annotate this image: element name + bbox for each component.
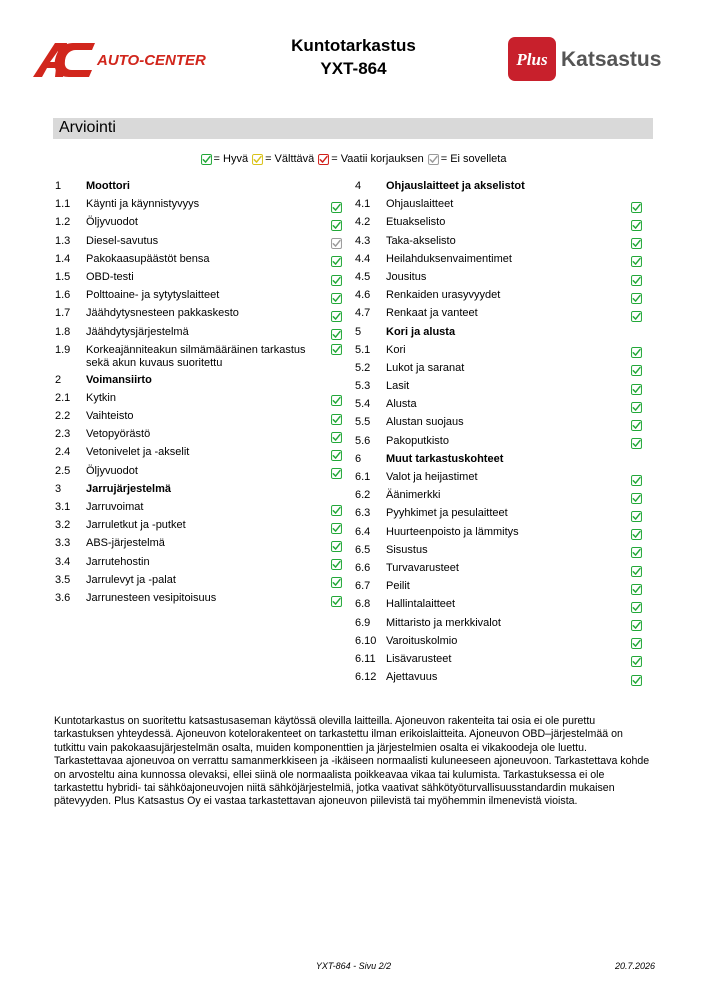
item-label: Jarrutehostin: [86, 555, 150, 568]
item-label: Pakoputkisto: [386, 434, 449, 447]
item-number: 2: [55, 373, 62, 386]
item-number: 3.6: [55, 591, 71, 604]
checklist-row: [55, 553, 355, 571]
item-number: 4.2: [355, 216, 371, 229]
item-number: 2.1: [55, 391, 71, 404]
item-number: 5.2: [355, 361, 371, 374]
item-label: Polttoaine- ja sytytyslaitteet: [86, 289, 220, 302]
checklist-row: [355, 432, 655, 450]
item-number: 1.6: [55, 289, 71, 302]
legend-label: = Ei sovelleta: [440, 153, 507, 165]
item-label: Sisustus: [386, 543, 428, 556]
item-number: 2.4: [55, 446, 71, 459]
item-label: Kori: [386, 343, 406, 356]
item-label: Jäähdytysjärjestelmä: [86, 325, 189, 338]
item-label: Käynti ja käynnistyvyys: [86, 198, 200, 211]
checkbox-good-icon: [631, 475, 642, 486]
checklist-row: [55, 286, 355, 304]
item-number: 3.3: [55, 537, 71, 550]
checkbox-good-icon: [331, 523, 342, 534]
item-status: [331, 592, 342, 610]
checklist-row: [355, 413, 655, 431]
item-label: Peilit: [386, 580, 410, 593]
checkbox-good-icon: [631, 311, 642, 322]
item-label: Lisävarusteet: [386, 652, 452, 665]
checklist-row: [55, 571, 355, 589]
item-number: 3.1: [55, 501, 71, 513]
item-label: Jarrulevyt ja -palat: [86, 573, 176, 586]
checkbox-good-icon: [331, 577, 342, 588]
checklist-row: [355, 195, 655, 213]
checklist-row: [355, 359, 655, 377]
item-number: 5: [355, 325, 362, 338]
item-label: Valot ja heijastimet: [386, 471, 478, 483]
footer-page: YXT-864 - Sivu 2/2: [315, 961, 392, 971]
item-number: 5.3: [355, 380, 371, 393]
checkbox-good-icon: [331, 293, 342, 304]
svg-text:Plus: Plus: [516, 50, 548, 69]
checklist-row: [55, 498, 355, 516]
legend-item-repair: [318, 153, 423, 165]
checklist-row: [55, 195, 355, 213]
item-number: 1.1: [55, 198, 71, 211]
svg-text:AUTO-CENTER: AUTO-CENTER: [97, 52, 206, 69]
checkbox-good-icon: [331, 275, 342, 286]
checklist-row: [55, 534, 355, 552]
checkbox-good-icon: [331, 344, 342, 355]
checklist-row: [355, 559, 655, 577]
item-label: Alustan suojaus: [386, 416, 464, 429]
checkbox-good-icon: [631, 656, 642, 667]
checkbox-good-icon: [631, 293, 642, 304]
item-number: 6.8: [355, 598, 371, 611]
item-label: Korkeajänniteakun silmämääräinen tarkastus sekä akun kuvaus suoritettu: [86, 343, 306, 369]
checkbox-good-icon: [331, 596, 342, 607]
item-label: Jäähdytysnesteen pakkaskesto: [86, 307, 239, 320]
item-label: Ajettavuus: [386, 671, 438, 684]
item-label: Voimansiirto: [86, 373, 152, 386]
checklist-row: [355, 213, 655, 231]
checkbox-na-icon: [331, 238, 342, 249]
checkbox-good-icon: [631, 438, 642, 449]
checklist-row: [55, 389, 355, 407]
item-number: 6.3: [355, 507, 371, 520]
section-header-arviointi: [53, 118, 653, 139]
checklist-row: [355, 250, 655, 268]
item-label: Varoituskolmio: [386, 634, 458, 647]
item-number: 2.2: [55, 410, 71, 423]
checkbox-good-icon: [331, 395, 342, 406]
checklist-row: [355, 395, 655, 413]
checklist-row: [55, 341, 355, 371]
checkbox-good-icon: [631, 238, 642, 249]
item-label: Mittaristo ja merkkivalot: [386, 616, 501, 629]
item-label: ABS-järjestelmä: [86, 537, 165, 550]
checkbox-good-icon: [331, 256, 342, 267]
legend-label: = Vaatii korjauksen: [331, 153, 424, 165]
item-label: Lasit: [386, 380, 410, 393]
checkbox-good-icon: [631, 365, 642, 376]
legend-label: = Hyvä: [213, 153, 249, 165]
checklist-row: [55, 232, 355, 250]
footer-date: 20.7.2026: [614, 961, 655, 971]
section-title: Arviointi: [59, 119, 116, 136]
item-label: Öljyvuodot: [86, 216, 138, 229]
page-header: [0, 0, 707, 110]
item-label: Alusta: [386, 398, 417, 411]
item-label: Jarruletkut ja -putket: [86, 519, 186, 532]
item-label: Öljyvuodot: [86, 464, 138, 477]
legend-item-na: [428, 153, 507, 165]
item-number: 2.5: [55, 464, 71, 477]
checklist-row: [355, 268, 655, 286]
item-number: 4.4: [355, 252, 371, 265]
checklist-row: [355, 541, 655, 559]
item-label: Muut tarkastuskohteet: [386, 452, 504, 465]
checkbox-good-icon: [331, 202, 342, 213]
item-number: 6: [355, 452, 362, 465]
checkbox-good-icon: [631, 602, 642, 613]
document-title: Kuntotarkastus: [291, 36, 416, 55]
item-label: Pyyhkimet ja pesulaitteet: [386, 507, 508, 520]
checkbox-good-icon: [631, 529, 642, 540]
item-number: 6.9: [355, 616, 371, 629]
checkbox-good-icon: [331, 432, 342, 443]
disclaimer-text: Kuntotarkastus on suoritettu katsastusaseman käytössä olevilla laitteilla. Ajoneuvon rakenteita tai osia ei ole purettu tarkastuksen yhteydessä. Ajoneuvon kotelorakenteet on tarkastettu ilman erikoislaitteita. Ajoneuvon OBD–järjestelmää on tutkittu vain pakokaasujärjestelmän osalta, muiden komponenttien ja järjestelmien osalta ei vikakoodeja ole luettu. Tarkastettavaa ajoneuvoa on verrattu samanmerkkiseen ja -ikäiseen normaalisti kuluneeseen ajoneuvoon. Tarkastettava kohde on arvosteltu aina kunnossa olevaksi, ellei siinä ole normaalista poikkeavaa vikaa tai kulumista. Tarkastuksessa ei ole tarkastettu hybridi- tai sähköajoneuvojen niitä sähköjärjestelmiä, jotka vaativat sähkötyöturvallisuusstandardin mukaisen pätevyyden. Plus Katsastus Oy ei vastaa tarkastettavan ajoneuvon piilevistä tai myöhemmin ilmenevistä vioista.: [54, 715, 650, 808]
item-label: Huurteenpoisto ja lämmitys: [386, 525, 519, 538]
checklist-section-heading: [355, 323, 655, 341]
item-label: Jarrujärjestelmä: [86, 482, 171, 495]
item-number: 3.5: [55, 573, 71, 586]
item-number: 1.5: [55, 270, 71, 283]
checkbox-good-icon: [631, 402, 642, 413]
checklist-row: [55, 268, 355, 286]
item-number: 6.5: [355, 543, 371, 556]
item-number: 2.3: [55, 428, 71, 441]
checkbox-good-icon: [331, 468, 342, 479]
checklist-row: [355, 341, 655, 359]
item-number: 6.2: [355, 489, 371, 502]
item-number: 1: [55, 180, 62, 192]
item-label: Heilahduksenvaimentimet: [386, 252, 512, 265]
item-label: Vetonivelet ja -akselit: [86, 446, 190, 459]
checklist-row: [355, 468, 655, 486]
item-number: 4.6: [355, 289, 371, 302]
item-number: 5.4: [355, 398, 371, 411]
item-number: 6.10: [355, 634, 377, 647]
item-label: Ohjauslaitteet: [386, 198, 454, 211]
checkbox-good-icon: [631, 384, 642, 395]
checklist-right-column: [355, 177, 655, 686]
checklist-row: [355, 523, 655, 541]
item-number: 5.1: [355, 343, 371, 356]
item-number: 4: [355, 180, 362, 192]
item-label: Diesel-savutus: [86, 234, 159, 247]
item-label: Moottori: [86, 180, 130, 192]
item-number: 6.12: [355, 671, 377, 684]
checkbox-good-icon: [631, 220, 642, 231]
checklist-row: [55, 250, 355, 268]
item-label: Lukot ja saranat: [386, 361, 465, 374]
checkbox-good-icon: [631, 675, 642, 686]
checklist-section-heading: [55, 371, 355, 389]
item-label: Jarruvoimat: [86, 501, 144, 513]
item-number: 4.1: [355, 198, 371, 211]
checklist-row: [355, 377, 655, 395]
legend-item-good: [201, 153, 249, 165]
item-number: 1.3: [55, 234, 71, 247]
checkbox-good-icon: [331, 311, 342, 322]
checklist-row: [55, 516, 355, 534]
checkbox-good-icon: [631, 638, 642, 649]
checklist-row: [55, 462, 355, 480]
item-label: Pakokaasupäästöt bensa: [86, 252, 210, 265]
checklist-row: [355, 286, 655, 304]
item-label: Renkaiden urasyvyydet: [386, 289, 501, 302]
svg-text:Katsastus: Katsastus: [561, 48, 662, 71]
checkbox-good-icon: [331, 559, 342, 570]
item-number: 6.6: [355, 561, 371, 574]
checkbox-good-icon: [331, 220, 342, 231]
plus-katsastus-logo: [507, 36, 672, 82]
plate-number: YXT-864: [320, 59, 387, 78]
checkbox-good-icon: [631, 256, 642, 267]
checklist-row: [355, 486, 655, 504]
checklist-row: [355, 632, 655, 650]
item-label: Etuakselisto: [386, 216, 446, 229]
checklist-row: [355, 577, 655, 595]
item-label: OBD-testi: [86, 270, 134, 283]
checklist-section-heading: [355, 450, 655, 468]
checklist-row: [55, 304, 355, 322]
item-number: 3.2: [55, 519, 71, 532]
item-number: 6.11: [355, 652, 376, 665]
item-number: 6.4: [355, 525, 371, 538]
checklist-section-heading: [55, 480, 355, 498]
status-legend: [0, 153, 707, 168]
item-status: [331, 344, 342, 357]
legend-item-fair: [252, 153, 314, 165]
checklist-left-column: [55, 177, 355, 607]
item-number: 3.4: [55, 555, 71, 568]
item-number: 4.5: [355, 270, 371, 283]
checkbox-good-icon: [631, 566, 642, 577]
checklist-row: [355, 668, 655, 686]
item-status: [631, 671, 642, 689]
checkbox-good-icon: [631, 511, 642, 522]
checkbox-good-icon: [201, 154, 212, 165]
checklist-row: [355, 614, 655, 632]
item-label: Kori ja alusta: [386, 325, 456, 338]
item-number: 5.6: [355, 434, 371, 447]
checkbox-good-icon: [631, 347, 642, 358]
checkbox-good-icon: [631, 493, 642, 504]
checkbox-good-icon: [631, 620, 642, 631]
item-label: Vaihteisto: [86, 410, 134, 423]
item-label: Jarrunesteen vesipitoisuus: [86, 591, 217, 604]
checkbox-good-icon: [631, 275, 642, 286]
checklist-row: [355, 595, 655, 613]
checklist-row: [55, 589, 355, 607]
item-label: Renkaat ja vanteet: [386, 307, 478, 320]
item-number: 3: [55, 482, 62, 495]
item-label: Vetopyörästö: [86, 428, 151, 441]
checklist-row: [55, 425, 355, 443]
checkbox-good-icon: [631, 420, 642, 431]
checklist-row: [355, 232, 655, 250]
checkbox-repair-icon: [318, 154, 329, 165]
checkbox-na-icon: [428, 154, 439, 165]
checkbox-good-icon: [631, 547, 642, 558]
checklist-row: [55, 323, 355, 341]
item-number: 6.1: [355, 471, 371, 483]
checklist-section-heading: [55, 177, 355, 195]
checklist-row: [55, 213, 355, 231]
checklist-row: [355, 650, 655, 668]
checkbox-good-icon: [631, 202, 642, 213]
item-number: 1.4: [55, 252, 71, 265]
checklist-section-heading: [355, 177, 655, 195]
checkbox-good-icon: [331, 414, 342, 425]
item-number: 6.7: [355, 580, 371, 593]
item-label: Ohjauslaitteet ja akselistot: [386, 180, 525, 192]
checkbox-good-icon: [331, 541, 342, 552]
item-number: 1.7: [55, 307, 71, 320]
item-label: Hallintalaitteet: [386, 598, 456, 611]
item-number: 1.9: [55, 343, 71, 356]
checklist-row: [355, 304, 655, 322]
item-label: Turvavarusteet: [386, 561, 459, 574]
checkbox-good-icon: [331, 505, 342, 516]
item-label: Jousitus: [386, 270, 427, 283]
checklist-row: [55, 407, 355, 425]
item-label: Taka-akselisto: [386, 234, 456, 247]
checkbox-fair-icon: [252, 154, 263, 165]
checkbox-good-icon: [331, 329, 342, 340]
item-number: 5.5: [355, 416, 371, 429]
checkbox-good-icon: [331, 450, 342, 461]
item-label: Kytkin: [86, 391, 116, 404]
checklist-row: [355, 504, 655, 522]
checkbox-good-icon: [631, 584, 642, 595]
item-number: 1.2: [55, 216, 71, 229]
checklist-row: [55, 443, 355, 461]
item-number: 1.8: [55, 325, 71, 338]
item-number: 4.3: [355, 234, 371, 247]
item-number: 4.7: [355, 307, 371, 320]
legend-label: = Välttävä: [265, 153, 315, 165]
item-label: Äänimerkki: [386, 489, 441, 502]
